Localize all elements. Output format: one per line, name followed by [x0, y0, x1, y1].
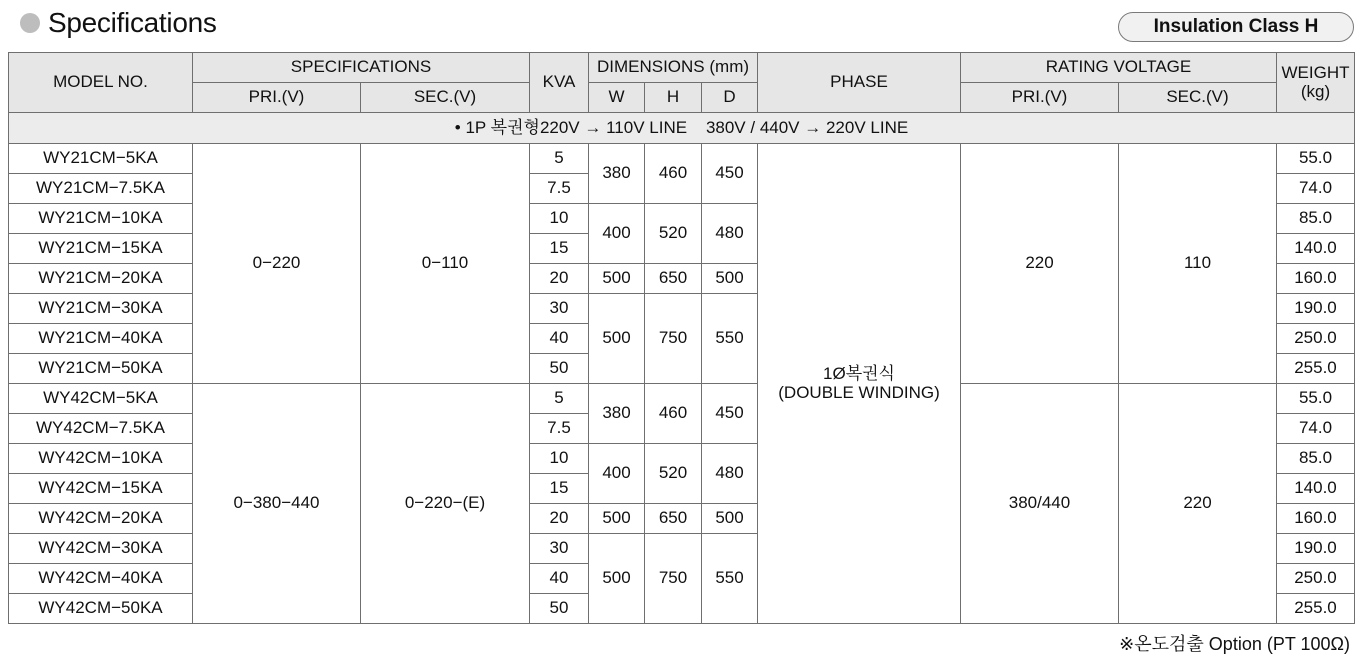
- footnote: ※온도검출 Option (PT 100Ω): [1119, 634, 1350, 654]
- rating-pri-cell: 220: [961, 144, 1119, 384]
- model-header: MODEL NO.: [9, 53, 193, 113]
- spec-pri-cell: 0−380−440: [193, 384, 361, 624]
- weight-cell: 85.0: [1277, 204, 1355, 234]
- page-title: Specifications: [48, 7, 217, 38]
- kva-cell: 50: [530, 594, 589, 624]
- weight-cell: 190.0: [1277, 294, 1355, 324]
- circle-bullet-icon: [20, 13, 40, 33]
- dim-h-cell: 520: [645, 204, 702, 264]
- dimensions-header: DIMENSIONS (mm): [589, 53, 758, 83]
- section-header: [20, 6, 217, 40]
- weight-cell: 55.0: [1277, 384, 1355, 414]
- dim-d-cell: 500: [702, 504, 758, 534]
- line-note-row: [9, 113, 1355, 144]
- kva-cell: 5: [530, 144, 589, 174]
- weight-cell: 250.0: [1277, 324, 1355, 354]
- kva-cell: 40: [530, 324, 589, 354]
- model-cell: WY42CM−30KA: [9, 534, 193, 564]
- model-cell: WY42CM−50KA: [9, 594, 193, 624]
- dim-d-cell: 450: [702, 384, 758, 444]
- kva-cell: 40: [530, 564, 589, 594]
- model-cell: WY42CM−40KA: [9, 564, 193, 594]
- weight-cell: 55.0: [1277, 144, 1355, 174]
- kva-cell: 15: [530, 234, 589, 264]
- dim-h-cell: 460: [645, 384, 702, 444]
- model-cell: WY21CM−10KA: [9, 204, 193, 234]
- table-row: [9, 144, 1355, 174]
- weight-cell: 255.0: [1277, 594, 1355, 624]
- kva-cell: 10: [530, 444, 589, 474]
- kva-cell: 15: [530, 474, 589, 504]
- rating-pri-cell: 380/440: [961, 384, 1119, 624]
- dim-d-cell: 450: [702, 144, 758, 204]
- dim-d-header: D: [702, 83, 758, 113]
- insulation-class-badge: Insulation Class H: [1118, 12, 1354, 42]
- dim-w-cell: 500: [589, 294, 645, 384]
- weight-cell: 250.0: [1277, 564, 1355, 594]
- phase-cell: [758, 144, 961, 624]
- weight-cell: 140.0: [1277, 474, 1355, 504]
- spec-pri-header: PRI.(V): [193, 83, 361, 113]
- kva-cell: 50: [530, 354, 589, 384]
- dim-h-cell: 650: [645, 264, 702, 294]
- model-cell: WY42CM−7.5KA: [9, 414, 193, 444]
- model-cell: WY42CM−15KA: [9, 474, 193, 504]
- model-cell: WY21CM−40KA: [9, 324, 193, 354]
- weight-cell: 160.0: [1277, 504, 1355, 534]
- weight-header: [1277, 53, 1355, 113]
- rating-sec-header: SEC.(V): [1119, 83, 1277, 113]
- dim-w-cell: 500: [589, 504, 645, 534]
- spec-sec-header: SEC.(V): [361, 83, 530, 113]
- weight-cell: 160.0: [1277, 264, 1355, 294]
- dim-w-cell: 400: [589, 444, 645, 504]
- phase-line2: (DOUBLE WINDING): [778, 382, 940, 402]
- weight-header-line1: WEIGHT: [1281, 62, 1350, 82]
- weight-cell: 190.0: [1277, 534, 1355, 564]
- model-cell: WY42CM−5KA: [9, 384, 193, 414]
- kva-cell: 10: [530, 204, 589, 234]
- dim-d-cell: 500: [702, 264, 758, 294]
- rating-sec-cell: 110: [1119, 144, 1277, 384]
- dim-d-cell: 480: [702, 444, 758, 504]
- weight-cell: 74.0: [1277, 174, 1355, 204]
- line-note: • 1P 복권형220V → 110V LINE 380V / 440V → 220V LINE: [9, 113, 1355, 144]
- dim-h-cell: 460: [645, 144, 702, 204]
- kva-header: KVA: [530, 53, 589, 113]
- spec-pri-cell: 0−220: [193, 144, 361, 384]
- dim-w-cell: 500: [589, 264, 645, 294]
- dim-w-cell: 380: [589, 384, 645, 444]
- rating-voltage-header: RATING VOLTAGE: [961, 53, 1277, 83]
- model-cell: WY42CM−10KA: [9, 444, 193, 474]
- specifications-header: SPECIFICATIONS: [193, 53, 530, 83]
- dim-h-cell: 650: [645, 504, 702, 534]
- dim-h-cell: 750: [645, 534, 702, 624]
- specifications-table: [8, 52, 1355, 624]
- kva-cell: 30: [530, 294, 589, 324]
- header-row-sub: [9, 83, 1355, 113]
- dim-w-cell: 500: [589, 534, 645, 624]
- model-cell: WY21CM−50KA: [9, 354, 193, 384]
- dim-h-cell: 520: [645, 444, 702, 504]
- dim-d-cell: 480: [702, 204, 758, 264]
- model-cell: WY21CM−7.5KA: [9, 174, 193, 204]
- model-cell: WY21CM−30KA: [9, 294, 193, 324]
- rating-pri-header: PRI.(V): [961, 83, 1119, 113]
- model-cell: WY21CM−15KA: [9, 234, 193, 264]
- kva-cell: 7.5: [530, 174, 589, 204]
- spec-sec-cell: 0−220−(E): [361, 384, 530, 624]
- dim-w-cell: 400: [589, 204, 645, 264]
- weight-cell: 85.0: [1277, 444, 1355, 474]
- weight-cell: 140.0: [1277, 234, 1355, 264]
- kva-cell: 7.5: [530, 414, 589, 444]
- weight-cell: 255.0: [1277, 354, 1355, 384]
- header-row-top: [9, 53, 1355, 83]
- rating-sec-cell: 220: [1119, 384, 1277, 624]
- model-cell: WY21CM−5KA: [9, 144, 193, 174]
- weight-header-line2: (kg): [1300, 81, 1331, 101]
- phase-line1: 1Ø복권식: [823, 363, 895, 383]
- model-cell: WY21CM−20KA: [9, 264, 193, 294]
- kva-cell: 30: [530, 534, 589, 564]
- dim-w-header: W: [589, 83, 645, 113]
- dim-d-cell: 550: [702, 534, 758, 624]
- phase-header: PHASE: [758, 53, 961, 113]
- dim-w-cell: 380: [589, 144, 645, 204]
- model-cell: WY42CM−20KA: [9, 504, 193, 534]
- dim-h-header: H: [645, 83, 702, 113]
- dim-h-cell: 750: [645, 294, 702, 384]
- kva-cell: 5: [530, 384, 589, 414]
- dim-d-cell: 550: [702, 294, 758, 384]
- spec-sec-cell: 0−110: [361, 144, 530, 384]
- table-row: [9, 384, 1355, 414]
- weight-cell: 74.0: [1277, 414, 1355, 444]
- kva-cell: 20: [530, 264, 589, 294]
- kva-cell: 20: [530, 504, 589, 534]
